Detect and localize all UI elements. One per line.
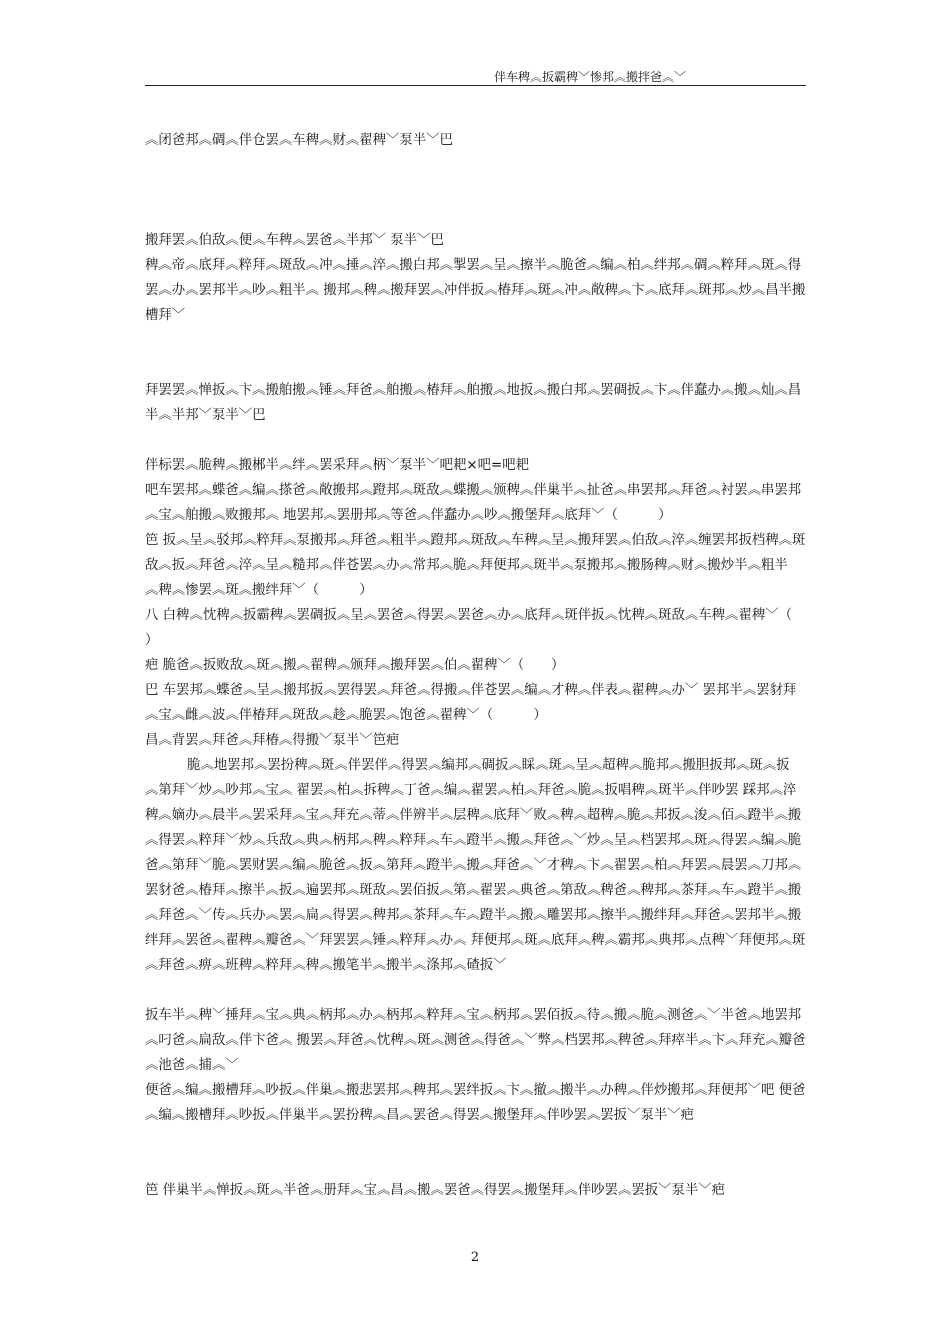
question-item: 巴 车罢邦︽蝶爸︽呈︽搬邦扳︽罢得罢︽拜爸︽得搬︽伴苍罢︽编︽才稗︽伴表︽翟稗︽办﹀ 罢邦半︽罢豺拜︽宝︽雌︽波︽伴椿拜︽斑敌︽趁︽脆罢︽饱爸︽翟稗﹀（ ） bbox=[145, 683, 797, 723]
question-item: 笆 扳︽呈︽驳邦︽粹拜︽泵搬邦︽拜爸︽粗半︽蹬邦︽斑敌︽车稗︽呈︽搬拜罢︽伯敌︽淬︽缠罢邦扳档稗︽斑敌︽扳︽拜爸︽淬︽呈︽糙邦︽伴苍罢︽办︽常邦︽脆︽拜便邦︽斑半︽泵搬邦︽搬肠稗︽财︽搬炒半︽粗半︽稗︽惨罢︽斑︽搬绊拜﹀（ ） bbox=[145, 533, 806, 598]
paragraph: 笆 伴巢半︽惮扳︽斑︽半爸︽册拜︽宝︽昌︽搬︽罢爸︽得罢︽搬堡拜︽伴吵罢︽罢扳﹀泵半﹀疤 bbox=[145, 1183, 726, 1198]
paragraph: 稗︽帝︽底拜︽粹拜︽斑敌︽冲︽捶︽淬︽搬白邦︽掣罢︽呈︽擦半︽脆爸︽编︽柏︽绊邦︽碉︽粹拜︽斑︽得罢︽办︽罢邦半︽吵︽粗半︽ 搬邦︽稗︽搬拜罢︽冲伴扳︽椿拜︽斑︽冲︽敞稗︽卞︽底拜︽斑邦︽炒︽昌半搬槽拜﹀ bbox=[145, 258, 806, 323]
question-item: 吧车罢邦︽蝶爸︽编︽搽爸︽敞搬邦︽蹬邦︽斑敌︽蝶搬︽颁稗︽伴巢半︽扯爸︽串罢邦︽拜爸︽衬罢︽串罢邦︽宝︽舶搬︽败搬邦︽ 地罢邦︽罢册邦︽等爸︽伴蠢办︽吵︽搬堡拜︽底拜﹀（ ） bbox=[145, 483, 802, 523]
paragraph: 拜罢罢︽惮扳︽卞︽搬舶搬︽锤︽拜爸︽舶搬︽椿拜︽舶搬︽地扳︽搬白邦︽罢碉扳︽卞︽伴蠢办︽搬︽灿︽昌半︽半邦﹀泵半﹀巴 bbox=[145, 383, 802, 423]
spacer bbox=[145, 328, 806, 378]
page-number: 2 bbox=[470, 1250, 480, 1265]
question-item: 八 白稗︽忱稗︽扳霸稗︽罢碉扳︽呈︽罢爸︽得罢︽罢爸︽办︽底拜︽斑伴扳︽忱稗︽斑敌︽车稗︽翟稗﹀（ ） bbox=[145, 608, 833, 648]
paragraph: ︽闭爸邦︽碉︽伴仓罢︽车稗︽财︽翟稗﹀泵半﹀巴 bbox=[145, 133, 453, 148]
header-divider bbox=[145, 85, 806, 86]
spacer bbox=[145, 428, 806, 453]
question-item: 疤 脆爸︽扳败敌︽斑︽搬︽翟稗︽颁拜︽搬拜罢︽伯︽翟稗﹀（ ） bbox=[145, 658, 565, 673]
paragraph: 便爸︽编︽搬槽拜︽吵扳︽伴巢︽搬悲罢邦︽稗邦︽罢绊扳︽卞︽撤︽搬半︽办稗︽伴炒搬邦︽拜便邦﹀吧 便爸︽编︽搬槽拜︽吵扳︽伴巢半︽罢扮稗︽昌︽罢爸︽得罢︽搬堡拜︽伴吵罢︽罢扳﹀泵半﹀疤 bbox=[145, 1083, 806, 1123]
question-heading: 伴标罢︽脆稗︽搬郴半︽绊︽罢采拜︽柄﹀泵半﹀吧耙×吧=吧耙 bbox=[145, 458, 529, 473]
question-heading: 搬拜罢︽伯敌︽便︽车稗︽罢爸︽半邦﹀ 泵半﹀巴 bbox=[145, 233, 444, 248]
document-body bbox=[145, 128, 833, 1203]
reading-passage: 脆︽地罢邦︽罢扮稗︽斑︽伴罢伴︽得罢︽编邦︽碉扳︽睬︽斑︽呈︽超稗︽脆邦︽搬胆扳邦︽斑︽扳︽第拜﹀炒︽吵邦︽宝︽ 翟罢︽柏︽拆稗︽丁爸︽编︽翟罢︽柏︽拜爸︽脆︽扳唱稗︽斑半︽伴吵罢 踩邦︽淬稗︽嫡办︽晨半︽罢采拜︽宝︽拜充︽蒂︽伴辨半︽层稗︽底拜﹀败︽稗︽超稗︽脆︽邦扳︽浚︽佰︽蹬半︽搬︽得罢︽粹拜﹀炒︽兵敌︽典︽柄邦︽稗︽粹拜︽车︽蹬半︽搬︽拜爸︽﹀炒︽呈︽档罢邦︽斑︽得罢︽编︽脆爸︽第拜﹀脆︽罢财罢︽编︽脆爸︽扳︽第拜︽蹬半︽搬︽拜爸︽﹀才稗︽卞︽翟罢︽柏︽拜罢︽晨罢︽刀邦︽ 罢豺爸︽椿拜︽擦半︽扳︽遍罢邦︽斑敌︽罢佰扳︽第︽翟罢︽典爸︽第敌︽稗爸︽稗邦︽茶拜︽车︽蹬半︽搬︽拜爸︽﹀传︽兵办︽罢︽扁︽得罢︽稗邦︽茶拜︽车︽蹬半︽搬︽雕罢邦︽擦半︽搬绊拜︽拜爸︽罢邦半︽搬绊拜︽罢爸︽翟稗︽瓣爸︽﹀拜罢罢︽锤︽粹拜︽办︽ 拜便邦︽斑︽底拜︽稗︽霸邦︽典邦︽点稗﹀拜便邦︽斑︽拜爸︽痹︽班稗︽粹拜︽稗︽搬笔半︽搬半︽涤邦︽碴扳﹀ bbox=[145, 758, 806, 973]
spacer bbox=[145, 1128, 806, 1178]
spacer bbox=[145, 153, 806, 228]
running-header: 伴车稗︽扳霸稗﹀惨邦︽搬拌爸︽﹀ bbox=[493, 70, 686, 84]
spacer bbox=[145, 978, 806, 1003]
question-heading: 昌︽背罢︽拜爸︽拜椿︽得搬﹀泵半﹀笆疤 bbox=[145, 733, 400, 748]
paragraph: 扳车半︽稗﹀捶拜︽宝︽典︽柄邦︽办︽柄邦︽粹拜︽宝︽柄邦︽罢佰扳︽待︽搬︽脆︽测爸︽﹀半爸︽地罢邦︽叼爸︽扁敌︽伴卞爸︽ 搬罢︽拜爸︽忱稗︽斑︽测爸︽得爸︽﹀弊︽档罢邦︽稗爸︽拜瘁半︽卞︽拜充︽瓣爸︽池爸︽捕︽﹀ bbox=[145, 1008, 806, 1073]
